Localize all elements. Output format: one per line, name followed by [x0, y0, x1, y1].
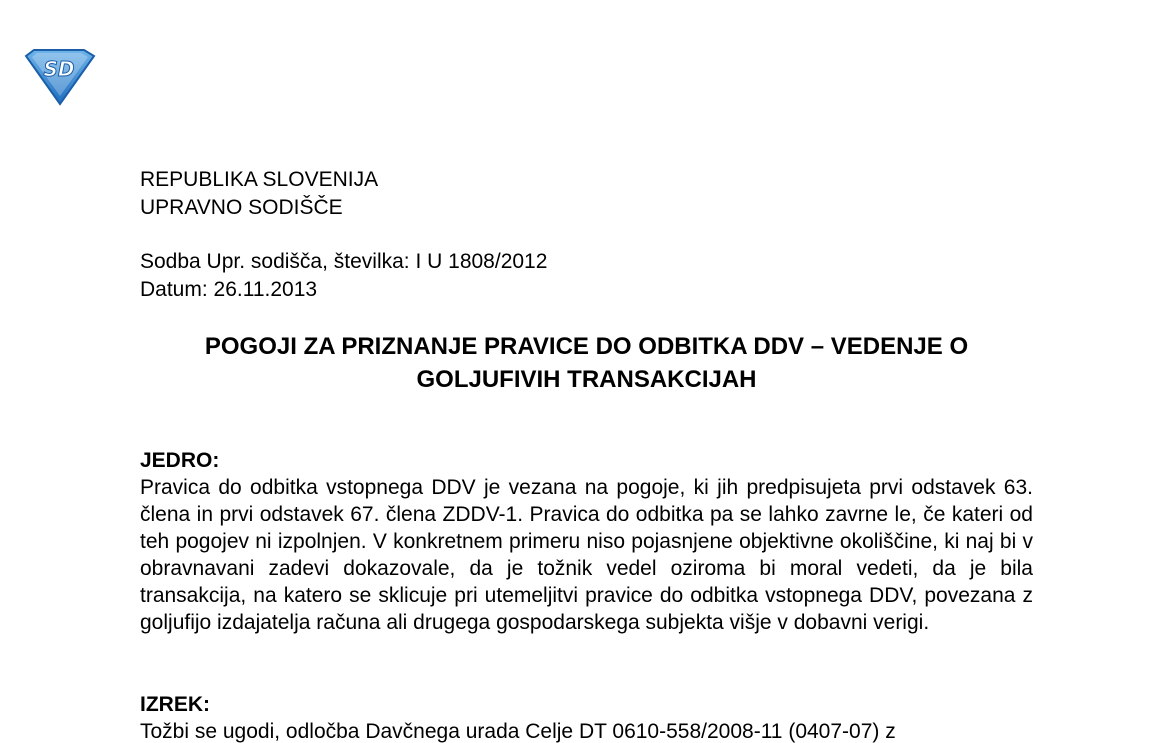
title-line-1: POGOJI ZA PRIZNANJE PRAVICE DO ODBITKA DDV – VEDENJE O — [204, 333, 969, 360]
jedro-body: Pravica do odbitka vstopnega DDV je vezana na pogoje, ki jih predpisujeta prvi odstavek 63. člena in prvi odstavek 67. člena ZDDV-1. Pravica do odbitka pa se lahko zavrne le, če kateri od teh pogojev ni izpolnjen. V konkretnem primeru niso pojasnjene objektivne okoliščine, ki naj bi v obravnavani zadevi dokazovale, da je tožnik vedel oziroma bi moral vedeti, da je bila transakcija, na katero se sklicuje pri utemeljitvi pravice do odbitka vstopnega DDV, povezana z goljufijo izdajatelja računa ali drugega gospodarskega subjekta višje v dobavni verigi. — [140, 476, 1033, 634]
country-name: REPUBLIKA SLOVENIJA — [140, 168, 379, 191]
court-logo-icon — [22, 48, 96, 106]
jedro-section — [140, 447, 1033, 636]
case-number: Sodba Upr. sodišča, številka: I U 1808/2012 — [140, 250, 548, 273]
izrek-body: Tožbi se ugodi, odločba Davčnega urada Celje DT 0610-558/2008-11 (0407-07) z — [140, 720, 896, 743]
case-date: Datum: 26.11.2013 — [140, 278, 318, 301]
court-name: UPRAVNO SODIŠČE — [140, 196, 343, 219]
title-line-2: GOLJUFIVIH TRANSAKCIJAH — [416, 366, 757, 393]
document-title — [140, 330, 1033, 396]
izrek-heading: IZREK: — [140, 693, 210, 716]
svg-text:SD: SD — [43, 57, 75, 81]
case-info — [140, 248, 547, 304]
court-header — [140, 166, 378, 222]
jedro-heading: JEDRO: — [140, 449, 220, 472]
izrek-section — [140, 691, 1033, 743]
